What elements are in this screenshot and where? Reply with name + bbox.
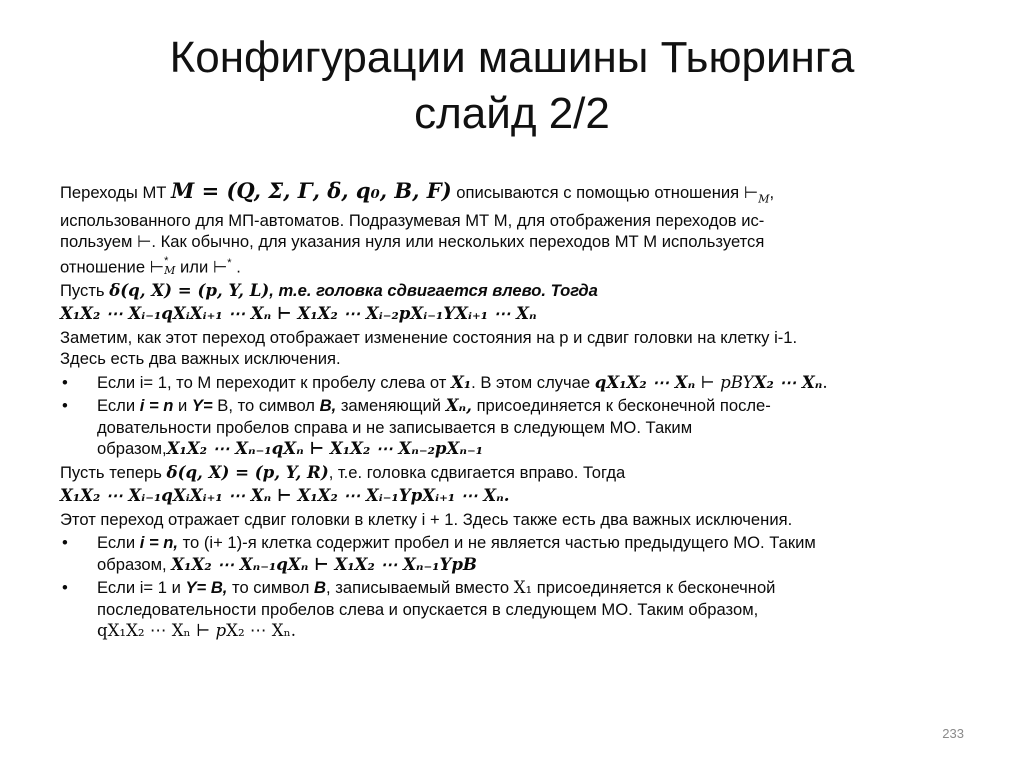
text: Если i= 1, то М переходит к пробелу слева от: [97, 372, 451, 392]
paragraph-transitions: [60, 180, 965, 278]
delta-left: δ(q, X) = (p, Y, L): [109, 279, 270, 300]
text: присоединяется к бесконечной: [532, 578, 776, 598]
math: pBY: [720, 372, 754, 392]
math: ⊢: [190, 621, 216, 641]
bullet-item: [60, 395, 965, 460]
title-line-1: Конфигурации машины Тьюринга: [169, 33, 855, 82]
bullet-dot: •: [62, 372, 68, 392]
text: , т.е. головка сдвигается вправо. Тогда: [328, 462, 626, 482]
bullet-dot: •: [62, 533, 68, 553]
text: заменяющий: [336, 396, 446, 416]
formula-right-move: X₁X₂ ⋯ Xᵢ₋₁qXᵢXᵢ₊₁ ⋯ Xₙ ⊢ X₁X₂ ⋯ Xᵢ₋₁YpXᵢ₊₁ ⋯ Xₙ.: [60, 485, 510, 506]
text: Если i= 1 и: [97, 578, 186, 598]
text: пользуем ⊢. Как обычно, для указания нуля или нескольких переходов МТ М используется: [60, 232, 765, 252]
paragraph-left-move: [60, 280, 965, 302]
slide-body: [60, 180, 965, 644]
page-number: 233: [942, 726, 964, 741]
subscript: M: [758, 192, 770, 206]
text: В, то символ: [212, 396, 320, 416]
title-line-2: слайд 2/2: [414, 89, 610, 138]
text: то символ: [227, 578, 315, 598]
math: p: [215, 621, 227, 641]
sup-sub-stack: [164, 255, 176, 278]
text: образом,: [97, 439, 167, 459]
text: довательности пробелов справа и не записывается в следующем МО. Таким: [97, 417, 693, 437]
math: qX₁X₂ ⋯ Xₙ: [594, 371, 696, 392]
bullet-dot: •: [62, 396, 68, 416]
text: Заметим, как этот переход отображает изменение состояния на p и сдвиг головки на клетку i-1.: [60, 327, 798, 347]
bullet-dot: •: [62, 578, 68, 598]
text: описываются с помощью отношения ⊢: [451, 183, 759, 202]
text: и: [173, 396, 192, 416]
paragraph-note: [60, 327, 965, 370]
text: Если: [97, 396, 140, 416]
text: .: [231, 257, 241, 277]
text: Пусть: [60, 280, 110, 300]
bullet-item: [60, 532, 965, 575]
text: Пусть теперь: [60, 462, 167, 482]
text: Здесь есть два важных исключения.: [60, 349, 341, 369]
math: qX₁X₂ ⋯ Xₙ: [97, 621, 191, 641]
text: образом,: [97, 554, 172, 574]
text: , записываемый вместо: [326, 578, 514, 598]
text: Переходы МТ: [60, 183, 172, 202]
text: Y= B,: [185, 578, 228, 598]
math: .: [822, 372, 828, 392]
text: Y=: [191, 396, 213, 416]
text: то (i+ 1)-я клетка содержит пробел и не является частью предыдущего МО. Таким: [178, 533, 816, 553]
text: B: [314, 578, 327, 598]
text: i = n: [139, 396, 174, 416]
superscript: *: [164, 255, 169, 268]
math: X₂ ⋯ Xₙ: [753, 371, 823, 392]
text: . В этом случае: [471, 372, 595, 392]
formula-left-move: X₁X₂ ⋯ Xᵢ₋₁qXᵢXᵢ₊₁ ⋯ Xₙ ⊢ X₁X₂ ⋯ Xᵢ₋₂pXᵢ₋₁YXᵢ₊₁ ⋯ Xₙ: [60, 303, 537, 324]
superscript: *: [227, 256, 232, 269]
text: или ⊢: [175, 257, 228, 277]
paragraph-right-move: [60, 462, 965, 484]
math: X₁: [450, 371, 472, 392]
math: X₁X₂ ⋯ Xₙ₋₁qXₙ ⊢ X₁X₂ ⋯ Xₙ₋₁YpB: [171, 553, 477, 574]
math: Xₙ,: [445, 395, 472, 416]
text: присоединяется к бесконечной после-: [471, 396, 771, 416]
math: X₁: [513, 578, 533, 598]
paragraph-shift-right: Этот переход отражает сдвиг головки в клетку i + 1. Здесь также есть два важных исключения.: [60, 509, 793, 529]
text: последовательности пробелов слева и опускается в следующем МО. Таким образом,: [97, 599, 759, 619]
bullet-item: [60, 372, 965, 394]
text: отношение ⊢: [60, 257, 165, 277]
math: X₁X₂ ⋯ Xₙ₋₁qXₙ ⊢ X₁X₂ ⋯ Xₙ₋₂pXₙ₋₁: [166, 438, 483, 459]
text: B,: [319, 396, 337, 416]
subscript: M: [164, 264, 176, 278]
text: i = n,: [139, 533, 179, 553]
math: X₂ ⋯ Xₙ.: [226, 621, 297, 641]
delta-right: δ(q, X) = (p, Y, R): [166, 461, 329, 482]
text: использованного для МП-автоматов. Подразумевая МТ М, для отображения переходов ис-: [60, 210, 765, 230]
bullet-item: [60, 577, 965, 642]
text: Если: [97, 533, 140, 553]
machine-definition: M = (Q, Σ, Γ, δ, q₀, B, F): [171, 178, 452, 203]
text: , т.е. головка сдвигается влево. Тогда: [269, 280, 598, 300]
math: ⊢: [695, 372, 721, 392]
slide-title: [60, 30, 964, 142]
text: ,: [769, 183, 775, 202]
